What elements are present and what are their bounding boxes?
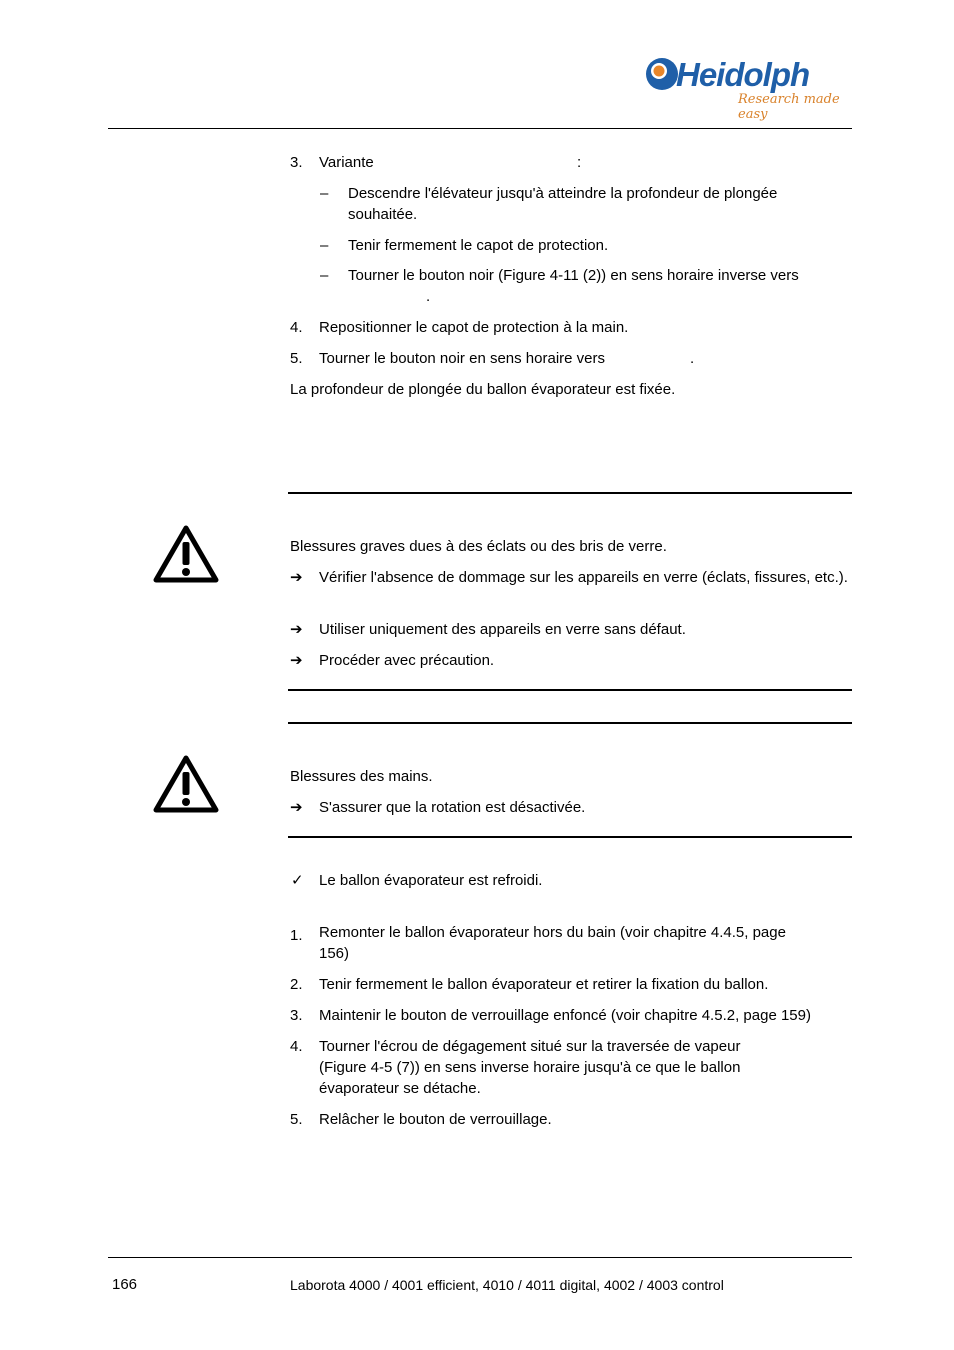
step-number: 5.: [290, 1111, 303, 1128]
arrow-icon: ➔: [290, 652, 303, 669]
warning-action: Utiliser uniquement des appareils en verre sans défaut.: [319, 621, 686, 638]
logo-brand: Heidolph: [676, 56, 810, 93]
step-number: 3.: [290, 1007, 303, 1024]
substep-suffix: .: [426, 288, 431, 305]
step-text: Repositionner le capot de protection à la main.: [319, 319, 629, 336]
step-number: 5.: [290, 350, 303, 367]
footer-product-title: Laborota 4000 / 4001 efficient, 4010 / 4011 digital, 4002 / 4003 control: [290, 1277, 724, 1293]
step-text: Remonter le ballon évaporateur hors du bain (voir chapitre 4.4.5, page 156): [319, 924, 786, 962]
warning-action: Procéder avec précaution.: [319, 652, 495, 669]
warning-triangle-icon: [152, 524, 220, 584]
step-number: 2.: [290, 976, 303, 993]
arrow-icon: ➔: [290, 569, 303, 586]
heidolph-logo: [644, 52, 856, 122]
step-number: 4.: [290, 319, 303, 336]
step-text: Relâcher le bouton de verrouillage.: [319, 1111, 552, 1128]
step-text: Tourner le bouton noir en sens horaire vers: [319, 350, 605, 367]
warning-text: Blessures graves dues à des éclats ou des bris de verre.: [290, 538, 667, 555]
step-text: Maintenir le bouton de verrouillage enfoncé (voir chapitre 4.5.2, page 159): [319, 1007, 811, 1024]
page-number: 166: [112, 1276, 138, 1293]
step-text: Tourner l'écrou de dégagement situé sur la traversée de vapeur (Figure 4-5 (7)) en sens inverse horaire jusqu'à ce que le ballon évaporateur se détache.: [319, 1038, 741, 1097]
substep-text: Descendre l'élévateur jusqu'à atteindre la profondeur de plongée souhaitée.: [348, 185, 778, 223]
prerequisite-text: Le ballon évaporateur est refroidi.: [319, 872, 543, 889]
warning-triangle-icon: [152, 754, 220, 814]
warning-action: Vérifier l'absence de dommage sur les appareils en verre (éclats, fissures, etc.).: [319, 569, 848, 586]
step-number: 4.: [290, 1038, 303, 1055]
step-text: Tenir fermement le ballon évaporateur et retirer la fixation du ballon.: [319, 976, 769, 993]
logo-tagline: Research made easy: [738, 92, 840, 122]
warning-bottom-rule: [288, 689, 852, 691]
step-number: 3.: [290, 154, 303, 171]
warning-top-rule: [288, 492, 852, 494]
substep-text: Tenir fermement le capot de protection.: [348, 237, 609, 254]
warning-top-rule: [288, 722, 852, 724]
warning-text: Blessures des mains.: [290, 768, 433, 785]
footer-rule: [108, 1257, 852, 1258]
substep-dash: –: [320, 185, 329, 202]
check-icon: ✓: [291, 872, 304, 889]
warning-bottom-rule: [288, 836, 852, 838]
arrow-icon: ➔: [290, 621, 303, 638]
warning-action: S'assurer que la rotation est désactivée.: [319, 799, 586, 816]
logo-circle-icon: [644, 54, 680, 94]
substep-dash: –: [320, 237, 329, 254]
arrow-icon: ➔: [290, 799, 303, 816]
substep-dash: –: [320, 267, 329, 284]
header-rule: [108, 128, 852, 129]
substep-text: Tourner le bouton noir (Figure 4-11 (2)) en sens horaire inverse vers: [348, 267, 799, 284]
step-suffix: :: [577, 154, 582, 171]
step-text: Variante: [319, 154, 374, 171]
step-suffix: .: [690, 350, 695, 367]
result-text: La profondeur de plongée du ballon évaporateur est fixée.: [290, 381, 676, 398]
step-number: 1.: [290, 927, 303, 944]
